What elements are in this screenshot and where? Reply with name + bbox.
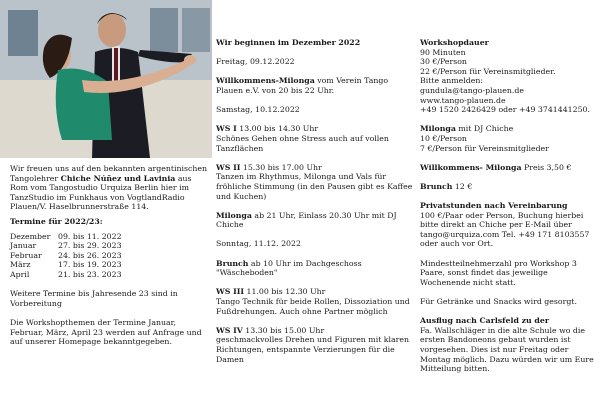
tango-dancers-photo — [0, 0, 212, 158]
trip-text: Fa. Wallschläger in die alte Schule wo die ersten Bandoneons gebaut wurden ist vorgesehen. Dies ist nur Freitag oder Montag möglich. Dazu würden wir um Eure Mitteilung bitten. — [420, 325, 594, 374]
workshop-3-hours: 11.00 bis 12.30 Uhr — [244, 287, 326, 297]
register-label: Bitte anmelden: — [420, 76, 484, 86]
workshop-3-time — [216, 287, 416, 297]
term-dates: 17. bis 19. 2023 — [58, 260, 122, 270]
term-dates: 21. bis 23. 2023 — [58, 269, 122, 279]
phone-numbers: +49 1520 2426429 oder +49 3741441250. — [420, 105, 590, 115]
term-dates: 27. bis 29. 2023 — [58, 241, 122, 251]
milonga-label: Milonga — [420, 124, 456, 134]
welcome-milonga-price — [420, 163, 598, 173]
middle-column — [216, 38, 416, 364]
workshop-2-time — [216, 163, 416, 173]
brunch-price — [420, 182, 598, 192]
term-month: Februar — [10, 250, 42, 260]
workshop-1-hours: 13.00 bis 14.30 Uhr — [236, 124, 319, 134]
workshop-4-description: geschmackvolles Drehen und Figuren mit klaren Richtungen, entspannte Verzierungen für die Damen — [216, 335, 410, 364]
tango-dancers-illustration — [0, 0, 212, 158]
duration-minutes: 90 Minuten — [420, 47, 466, 57]
private-lessons-heading: Privatstunden nach Vereinbarung — [420, 201, 568, 211]
intro-text-2: aus Rom vom Tangostudio Urquiza Berlin hier im TanzStudio im Funkhaus von VogtlandRadio Plauen/V. Haselbrunnerstraße 114. — [10, 173, 192, 212]
saturday-milonga-text: ab 21 Uhr, Einlass 20.30 Uhr mit DJ Chiche — [216, 210, 397, 230]
brunch-cost: 12 € — [452, 181, 473, 191]
price-members: 22 €/Person für Vereinsmitglieder. — [420, 66, 556, 76]
table-row — [10, 232, 122, 242]
milonga-price-title — [420, 124, 598, 134]
sunday-brunch-text: ab 10 Uhr im Dachgeschoss "Wäscheboden" — [216, 258, 362, 278]
intro-text-1: Wir freuen uns auf den bekannten argentinischen Tangolehrer — [10, 164, 208, 183]
milonga-price: 10 €/Person — [420, 133, 467, 143]
friday-event — [216, 76, 416, 95]
milonga-dj: mit DJ Chiche — [455, 124, 514, 134]
table-row — [10, 251, 122, 261]
sunday-brunch-title: Brunch — [216, 258, 249, 268]
website-link[interactable]: www.tango-plauen.de — [420, 95, 506, 105]
saturday-milonga — [216, 211, 416, 230]
more-terms-note: Weitere Termine bis Jahresende 23 sind in Vorbereitung — [10, 289, 178, 308]
friday-event-title: Willkommens-Milonga — [216, 76, 315, 86]
friday-event-text: vom Verein Tango Plauen e.V. von 20 bis 22 Uhr. — [216, 76, 389, 95]
email-link[interactable]: gundula@tango-plauen.de — [420, 85, 524, 95]
saturday-milonga-title: Milonga — [216, 210, 252, 220]
left-column — [10, 164, 210, 347]
table-row — [10, 260, 122, 270]
term-month: Dezember — [10, 231, 51, 241]
terms-heading: Termine für 2022/23: — [10, 216, 103, 226]
milonga-price-members: 7 €/Person für Vereinsmitglieder — [420, 143, 549, 153]
workshop-4-label: WS IV — [216, 325, 243, 335]
workshop-3-description: Tango Technik für beide Rollen, Dissoziation und Fußdrehungen. Auch ohne Partner möglich — [216, 297, 410, 316]
sunday-date: Sonntag, 11.12. 2022 — [216, 239, 301, 249]
workshop-1-label: WS I — [216, 124, 237, 134]
workshop-2-label: WS II — [216, 162, 241, 172]
min-participants-note: Mindestteilnehmerzahl pro Workshop 3 Paare, sonst findet das jeweilige Wochenende nicht statt. — [420, 258, 577, 287]
trip-heading: Ausflug nach Carlsfeld zu der — [420, 316, 549, 326]
schedule-heading: Wir beginnen im Dezember 2022 — [216, 38, 361, 47]
drinks-note: Für Getränke und Snacks wird gesorgt. — [420, 297, 577, 307]
brunch-label: Brunch — [420, 181, 453, 191]
term-month: Januar — [10, 241, 37, 251]
workshop-1-description: Schönes Gehen ohne Stress auch auf vollen Tanzflächen — [216, 133, 389, 153]
price-person: 30 €/Person — [420, 57, 467, 67]
term-month: März — [10, 260, 31, 270]
welcome-milonga-label: Willkommens- Milonga — [420, 162, 522, 172]
workshop-duration-heading: Workshopdauer — [420, 38, 489, 47]
workshop-3-label: WS III — [216, 287, 245, 297]
workshop-2-hours: 15.30 bis 17.00 Uhr — [240, 162, 322, 172]
terms-table — [10, 232, 122, 280]
term-dates: 24. bis 26. 2023 — [58, 250, 122, 260]
saturday-date: Samstag, 10.12.2022 — [216, 105, 300, 115]
private-lessons-text: 100 €/Paar oder Person, Buchung hierbei bitte direkt an Chiche per E-Mail über tango@urquiza.com Tel. +49 171 8103557 oder auch vor Ort. — [420, 210, 590, 249]
workshop-4-time — [216, 326, 416, 336]
workshop-themes-note: Die Workshopthemen der Termine Januar, Februar, März, April 23 werden auf Anfrage und auf unserer Homepage bekanntgegeben. — [10, 317, 202, 347]
workshop-1-time — [216, 124, 416, 134]
term-month: April — [10, 269, 30, 279]
intro-teachers: Chiche Núñez und Lavinia — [60, 173, 176, 183]
workshop-2-description: Tanzen im Rhythmus, Milonga und Vals für fröhliche Stimmung (in den Pausen gibt es Kaffee und Kuchen) — [216, 172, 413, 201]
welcome-milonga-cost: Preis 3,50 € — [521, 162, 572, 172]
intro-paragraph — [10, 164, 210, 212]
term-dates: 09. bis 11. 2022 — [58, 231, 122, 241]
sunday-brunch — [216, 259, 416, 278]
right-column — [420, 38, 598, 374]
workshop-4-hours: 13.30 bis 15.00 Uhr — [242, 325, 325, 335]
table-row — [10, 270, 122, 280]
friday-date: Freitag, 09.12.2022 — [216, 57, 295, 67]
table-row — [10, 241, 122, 251]
